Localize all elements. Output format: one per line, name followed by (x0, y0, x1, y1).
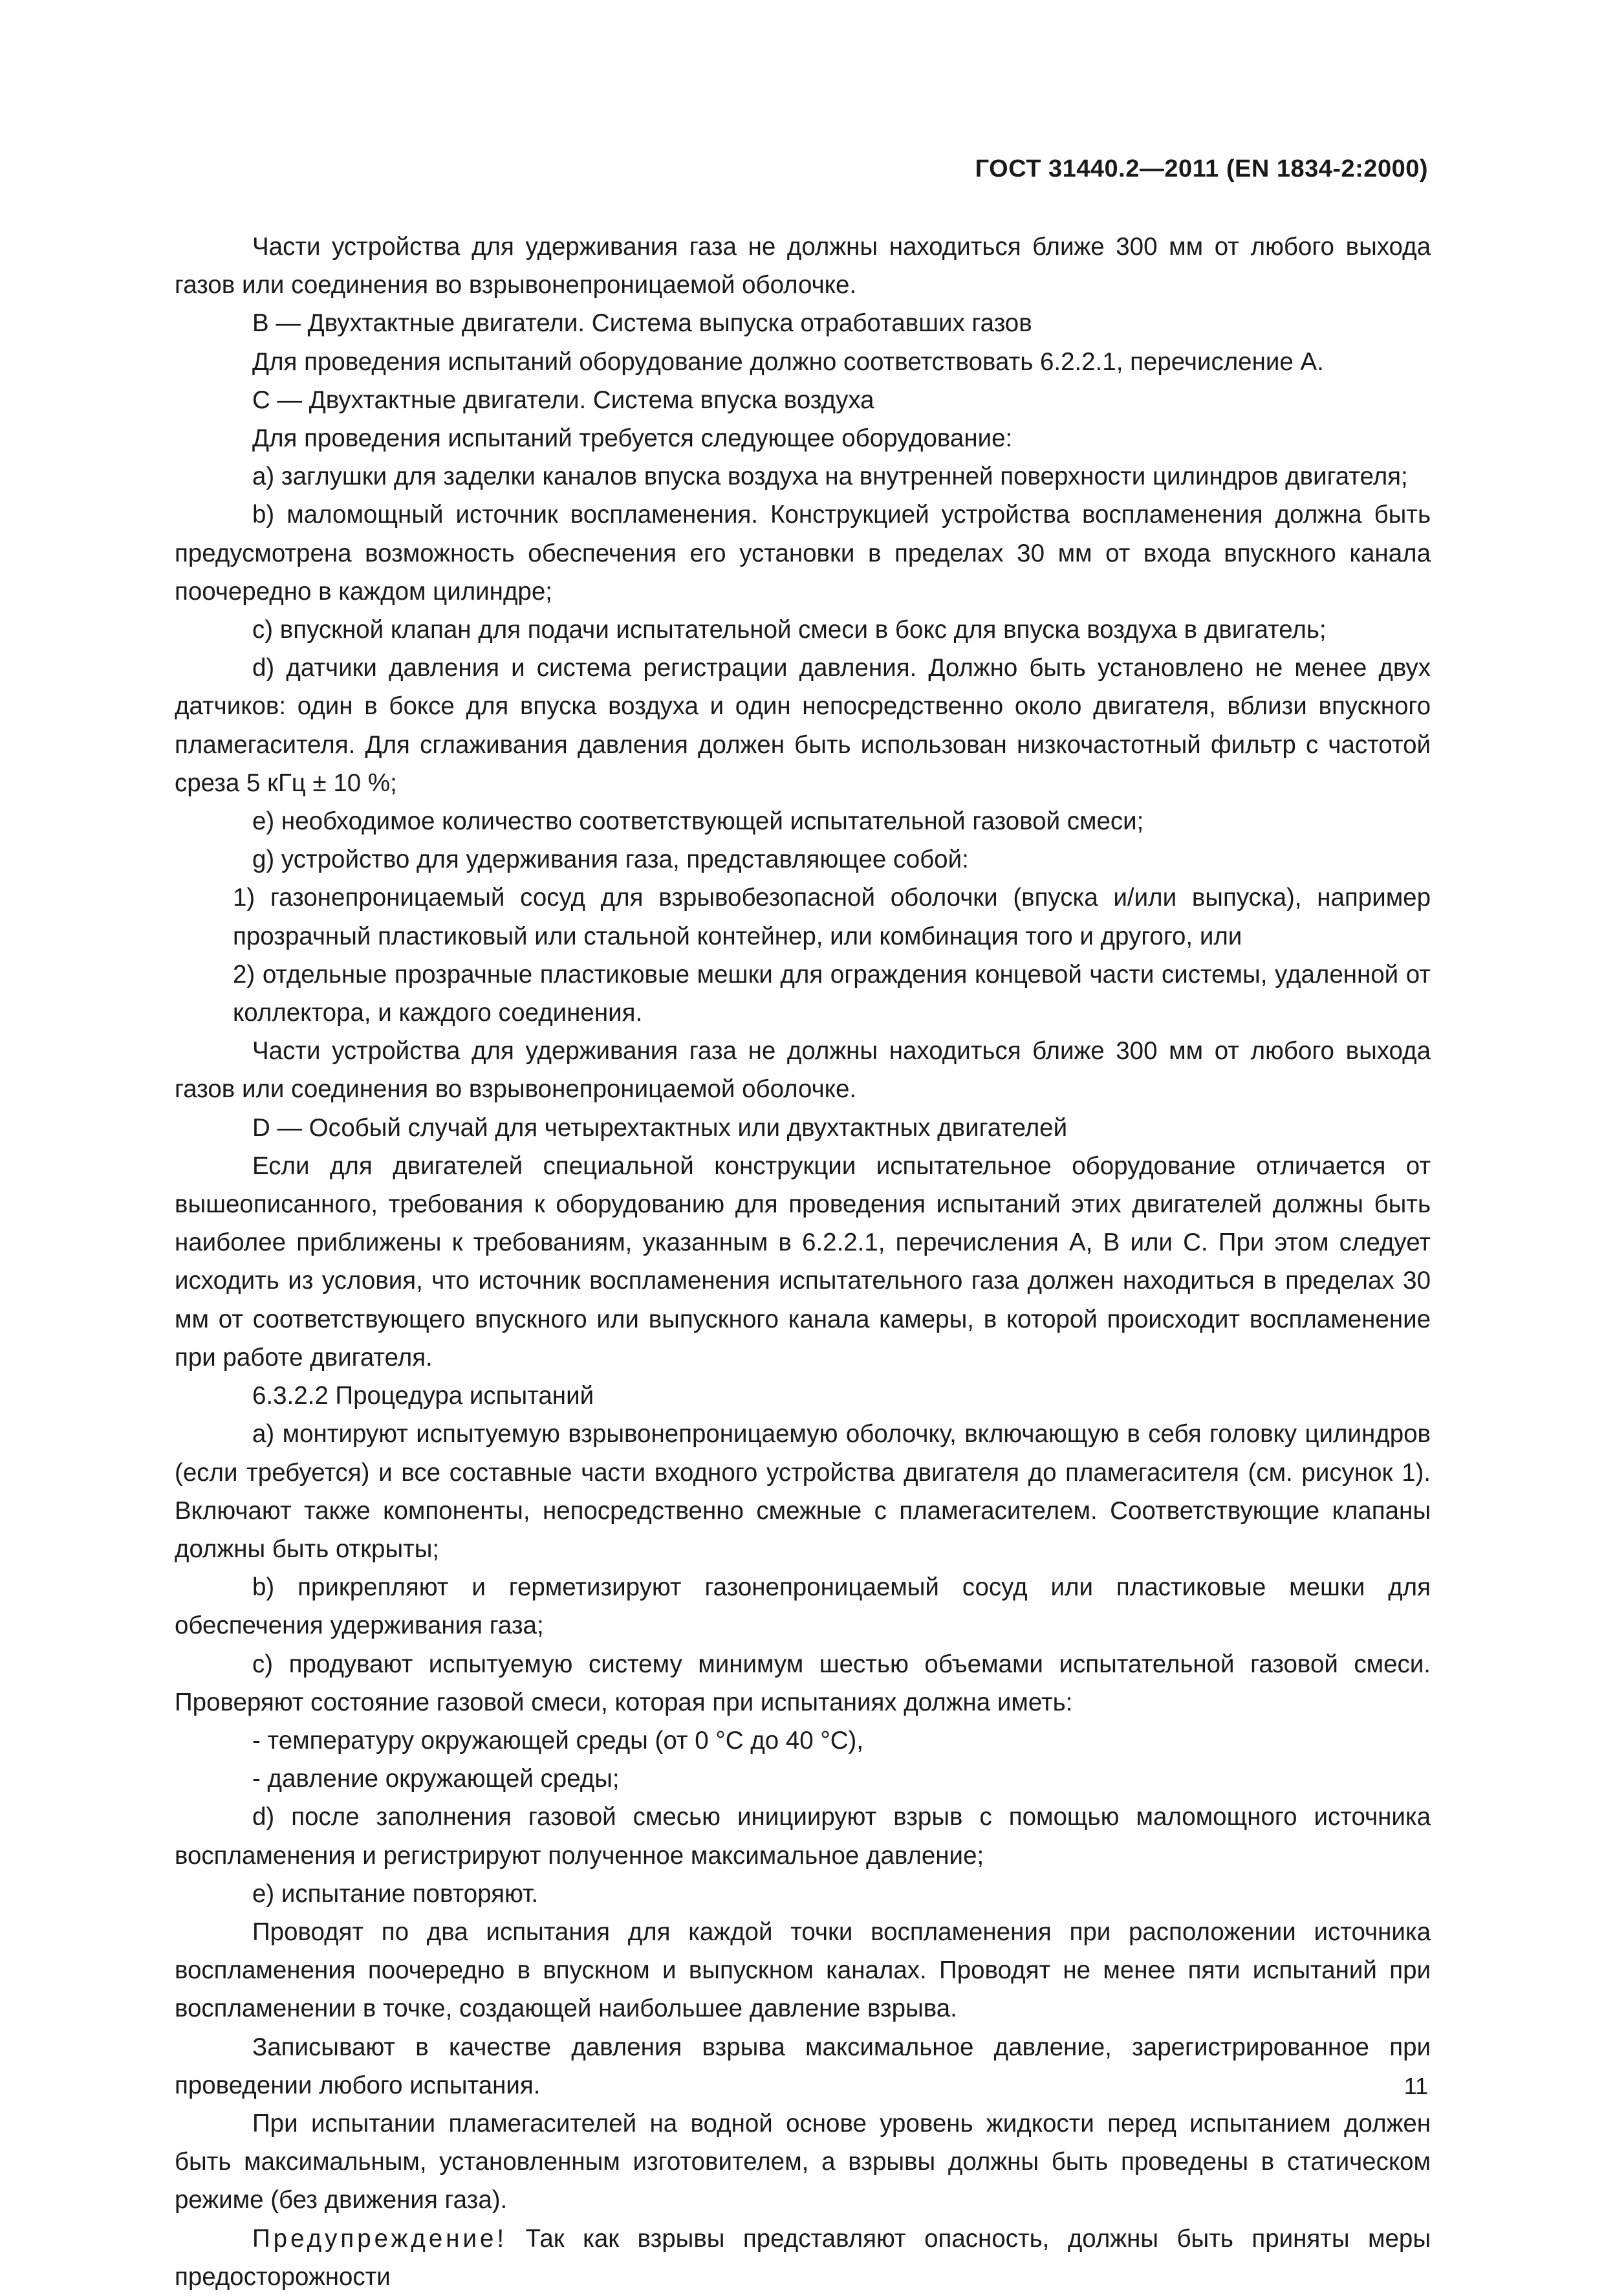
list-item: e) испытание повторяют. (252, 1879, 539, 1908)
paragraph: C — Двухтактные двигатели. Система впуска воздуха (252, 386, 874, 414)
paragraph: Записывают в качестве давления взрыва максимальное давление, зарегистрированное при проведении любого испытания. (175, 2033, 1431, 2099)
section-heading: 6.3.2.2 Процедура испытаний (252, 1382, 594, 1410)
document-body (175, 228, 1431, 2296)
sub-list-item: 1) газонепроницаемый сосуд для взрывобезопасной оболочки (впуска и/или выпуска), например прозрачный пластиковый или стальной контейнер, или комбинация того и другого, или (233, 884, 1431, 950)
list-item: e) необходимое количество соответствующей испытательной газовой смеси; (252, 807, 1144, 836)
paragraph: B — Двухтактные двигатели. Система выпуска отработавших газов (252, 309, 1032, 338)
warning-label: Предупреждение! (252, 2224, 508, 2253)
paragraph: При испытании пламегасителей на водной основе уровень жидкости перед испытанием должен быть максимальным, установленным изготовителем, а взрывы должны быть проведены в статическом режиме (без движения газа). (175, 2109, 1431, 2214)
list-item: c) продувают испытуемую систему минимум шестью объемами испытательной газовой смеси. Проверяют состояние газовой смеси, которая при испытаниях должна иметь: (175, 1650, 1431, 1716)
warning-paragraph (175, 2220, 1431, 2296)
list-item: - температуру окружающей среды (от 0 °C до 40 °C), (252, 1726, 864, 1755)
paragraph: Для проведения испытаний оборудование должно соответствовать 6.2.2.1, перечисление A. (252, 347, 1324, 376)
list-item: d) после заполнения газовой смесью инициируют взрыв с помощью маломощного источника воспламенения и регистрируют полученное максимальное давление; (175, 1803, 1431, 1870)
page-number: 11 (1404, 2073, 1428, 2099)
list-item: a) монтируют испытуемую взрывонепроницаемую оболочку, включающую в себя головку цилиндров (если требуется) и все составные части входного устройства двигателя до пламегасителя (см. рисунок 1). Включают также компоненты, непосредственно смежные с пламегасителем. Соответствующие клапаны должны быть открыты; (175, 1420, 1431, 1563)
paragraph: Части устройства для удерживания газа не должны находиться ближе 300 мм от любого выхода газов или соединения во взрывонепроницаемой оболочке. (175, 233, 1431, 300)
document-header: ГОСТ 31440.2—2011 (EN 1834-2:2000) (975, 155, 1428, 182)
list-item: - давление окружающей среды; (252, 1765, 620, 1793)
list-item: b) маломощный источник воспламенения. Конструкцией устройства воспламенения должна быть предусмотрена возможность обеспечения его установки в пределах 30 мм от входа впускного канала поочередно в каждом цилиндре; (175, 501, 1431, 606)
paragraph: Если для двигателей специальной конструкции испытательное оборудование отличается от вышеописанного, требования к оборудованию для проведения испытаний этих двигателей должны быть наиболее приближены к требованиям, указанным в 6.2.2.1, перечисления A, B или C. При этом следует исходить из условия, что источник воспламенения испытательного газа должен находиться в пределах 30 мм от соответствующего впускного или выпускного канала камеры, в которой происходит воспламенение при работе двигателя. (175, 1152, 1431, 1372)
paragraph: Части устройства для удерживания газа не должны находиться ближе 300 мм от любого выхода газов или соединения во взрывонепроницаемой оболочке. (175, 1037, 1431, 1104)
list-item: a) заглушки для заделки каналов впуска воздуха на внутренней поверхности цилиндров двигателя; (252, 463, 1408, 491)
list-item: d) датчики давления и система регистрации давления. Должно быть установлено не менее двух датчиков: один в боксе для впуска воздуха и один непосредственно около двигателя, вблизи впускного пламегасителя. Для сглаживания давления должен быть использован низкочастотный фильтр с частотой среза 5 кГц ± 10 %; (175, 654, 1431, 797)
list-item: c) впускной клапан для подачи испытательной смеси в бокс для впуска воздуха в двигатель; (252, 616, 1327, 644)
sub-list-item: 2) отдельные прозрачные пластиковые мешки для ограждения концевой части системы, удаленной от коллектора, и каждого соединения. (233, 960, 1431, 1027)
list-item: b) прикрепляют и герметизируют газонепроницаемый сосуд или пластиковые мешки для обеспечения удерживания газа; (175, 1573, 1431, 1640)
list-item: g) устройство для удерживания газа, представляющее собой: (252, 846, 969, 874)
paragraph: Для проведения испытаний требуется следующее оборудование: (252, 424, 1013, 453)
warning-text: Так как взрывы представляют опасность, должны быть приняты меры предосторожности (175, 2224, 1431, 2291)
paragraph: D — Особый случай для четырехтактных или двухтактных двигателей (252, 1113, 1068, 1142)
paragraph: Проводят по два испытания для каждой точки воспламенения при расположении источника воспламенения поочередно в впускном и выпускном каналах. Проводят не менее пяти испытаний при воспламенении в точке, создающей наибольшее давление взрыва. (175, 1918, 1431, 2023)
